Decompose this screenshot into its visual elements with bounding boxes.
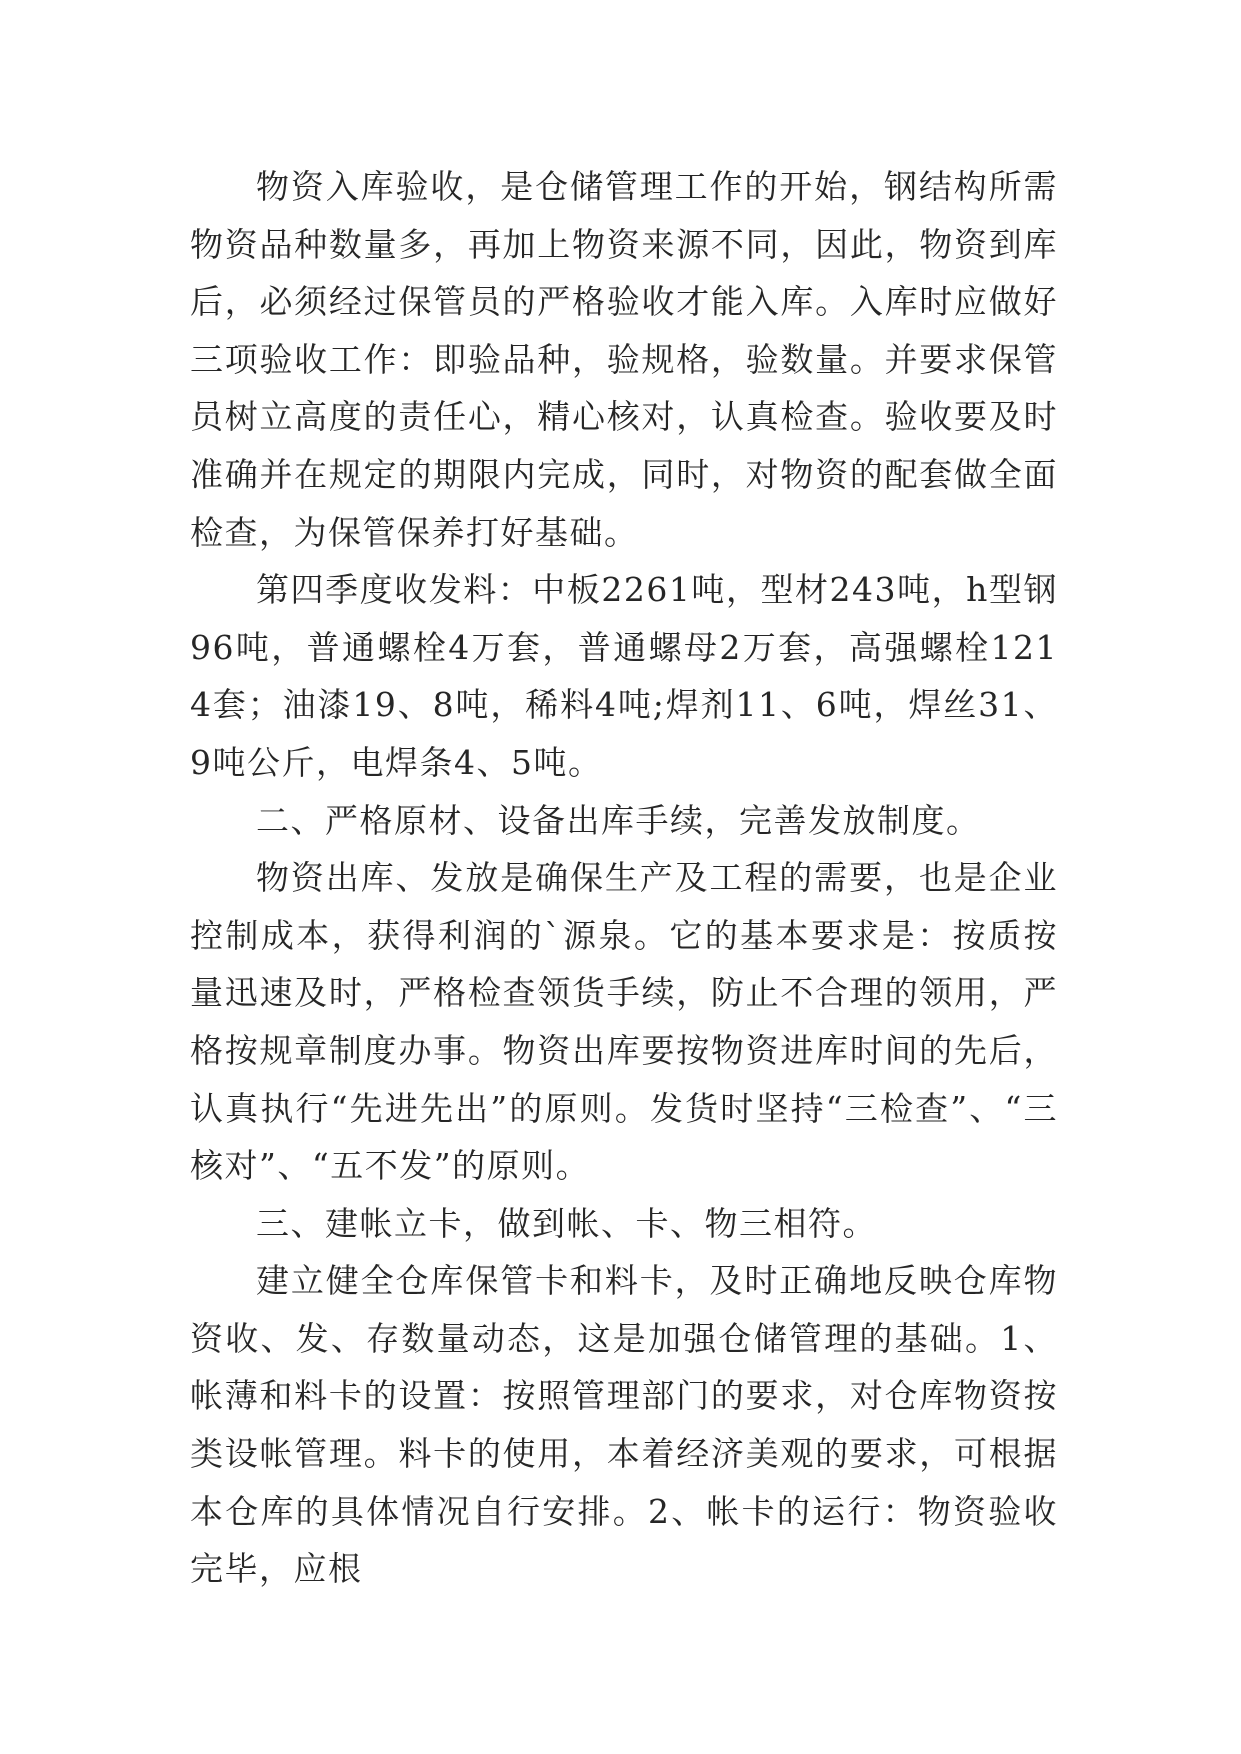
section-heading-outbound: 二、严格原材、设备出库手续，完善发放制度。: [256, 800, 981, 840]
document-body: [190, 158, 1058, 1598]
paragraph-outbound-issuing: 物资出库、发放是确保生产及工程的需要，也是企业控制成本，获得利润的`源泉。它的基本要求是：按质按量迅速及时，严格检查领货手续，防止不合理的领用，严格按规章制度办事。物资出库要按物资进库时间的先后，认真执行“先进先出”的原则。发货时坚持“三检查”、“三核对”、“五不发”的原则。: [190, 858, 1058, 1186]
paragraph-receiving-inspection: 物资入库验收，是仓储管理工作的开始，钢结构所需物资品种数量多，再加上物资来源不同，因此，物资到库后，必须经过保管员的严格验收才能入库。入库时应做好三项验收工作：即验品种，验规格，验数量。并要求保管员树立高度的责任心，精心核对，认真检查。验收要及时准确并在规定的期限内完成，同时，对物资的配套做全面检查，为保管保养打好基础。: [190, 167, 1058, 552]
section-heading-ledger-cards: 三、建帐立卡，做到帐、卡、物三相符。: [256, 1203, 877, 1243]
paragraph-q4-materials: 第四季度收发料：中板2261吨，型材243吨，h型钢96吨，普通螺栓4万套，普通螺母2万套，高强螺栓1214套；油漆19、8吨，稀料4吨;焊剂11、6吨，焊丝31、9吨公斤，电焊条4、5吨。: [190, 570, 1058, 782]
paragraph-ledger-cards: 建立健全仓库保管卡和料卡，及时正确地反映仓库物资收、发、存数量动态，这是加强仓储管理的基础。1、帐薄和料卡的设置：按照管理部门的要求，对仓库物资按类设帐管理。料卡的使用，本着经济美观的要求，可根据本仓库的具体情况自行安排。2、帐卡的运行：物资验收完毕，应根: [190, 1261, 1058, 1589]
